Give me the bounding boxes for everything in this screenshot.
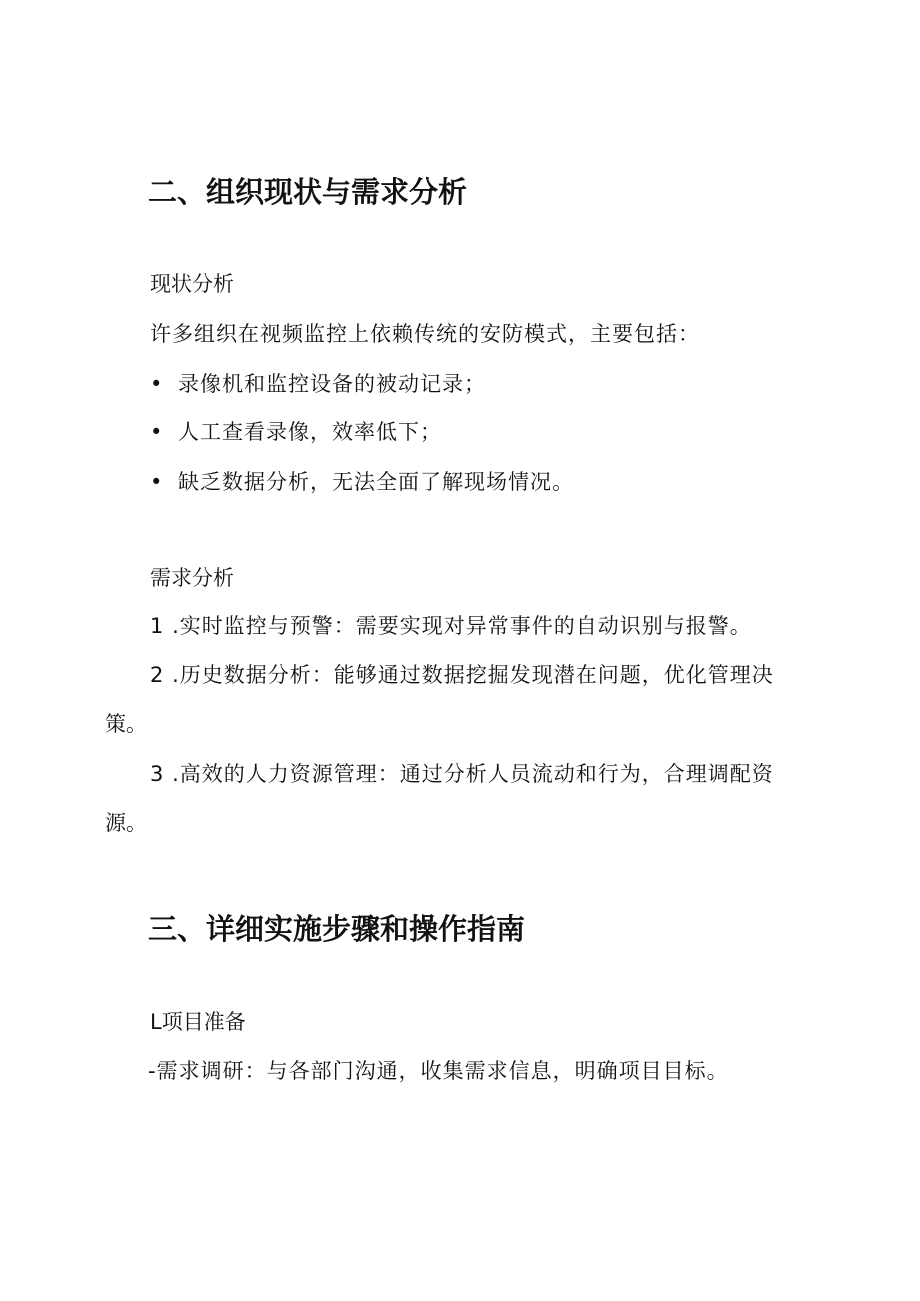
bullet-text: 录像机和监控设备的被动记录； <box>178 372 486 396</box>
needs-item-number: 3 <box>150 762 165 786</box>
needs-item-number: 1 <box>150 614 165 638</box>
needs-item-number: 2 <box>150 663 165 687</box>
bullet-mark: • <box>150 470 164 494</box>
section2-heading: 二、组织现状与需求分析 <box>148 175 468 209</box>
needs-item-2-continuation: 策。 <box>105 712 147 736</box>
bullet-item <box>150 416 442 446</box>
current-analysis-intro: 许多组织在视频监控上依赖传统的安防模式，主要包括： <box>150 322 700 346</box>
needs-item-text: .历史数据分析：能够通过数据挖掘发现潜在问题，优化管理决 <box>172 663 774 687</box>
project-prep-line: -需求调研：与各部门沟通，收集需求信息，明确项目目标。 <box>148 1059 729 1083</box>
needs-item-1 <box>150 610 752 640</box>
bullet-mark: • <box>150 420 164 444</box>
current-analysis-title: 现状分析 <box>150 272 234 296</box>
bullet-item <box>150 368 486 398</box>
needs-item-2 <box>150 659 774 689</box>
needs-item-text: .高效的人力资源管理：通过分析人员流动和行为，合理调配资 <box>172 762 774 786</box>
needs-analysis-title: 需求分析 <box>150 566 234 590</box>
bullet-mark: • <box>150 372 164 396</box>
section3-heading: 三、详细实施步骤和操作指南 <box>148 912 526 946</box>
bullet-text: 人工查看录像，效率低下； <box>178 420 442 444</box>
bullet-text: 缺乏数据分析，无法全面了解现场情况。 <box>178 470 574 494</box>
needs-item-3 <box>150 758 774 788</box>
project-prep-title: L项目准备 <box>150 1010 246 1034</box>
needs-item-text: .实时监控与预警：需要实现对异常事件的自动识别与报警。 <box>172 614 752 638</box>
bullet-item <box>150 466 574 496</box>
needs-item-3-continuation: 源。 <box>105 811 147 835</box>
